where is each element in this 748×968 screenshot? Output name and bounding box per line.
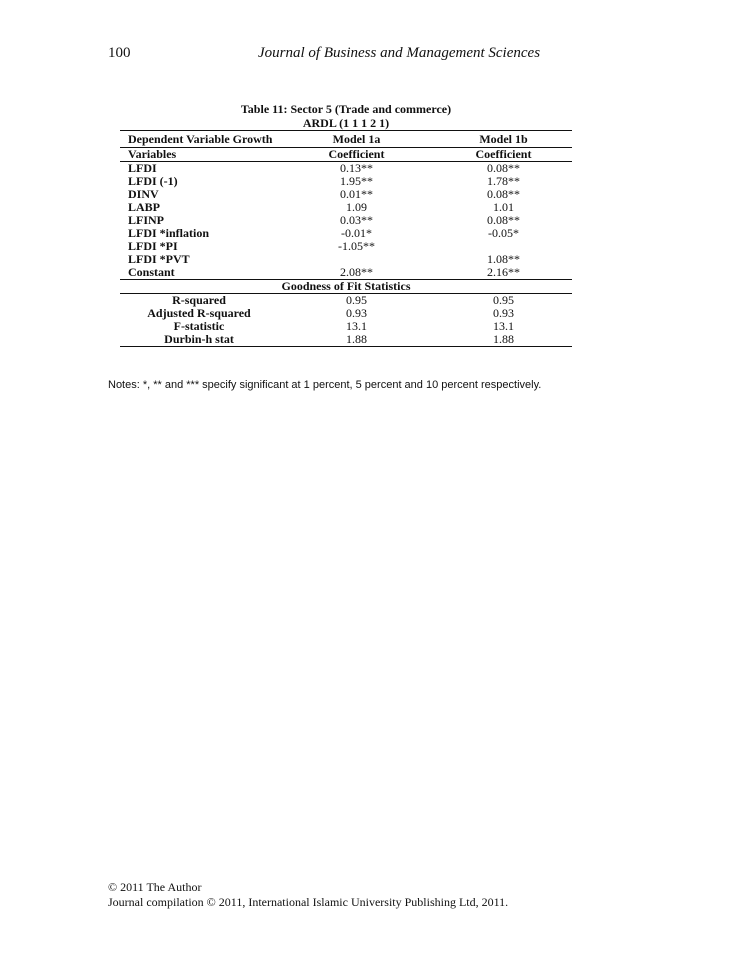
copyright-line: © 2011 The Author: [108, 880, 202, 894]
model-1a-statistic: 0.93: [346, 306, 367, 320]
model-1a-value: 0.03**: [340, 213, 373, 227]
table-subtitle: ARDL (1 1 1 2 1): [302, 116, 390, 130]
model-1b-statistic: 13.1: [493, 319, 514, 333]
variable-name: LABP: [128, 200, 161, 214]
variable-name: LFINP: [128, 213, 164, 227]
statistic-name: Durbin-h stat: [120, 333, 278, 347]
variables-label: Variables: [120, 148, 278, 162]
table-notes: Notes: *, ** and *** specify significant at 1 percent, 5 percent and 10 percent respectively.: [108, 379, 542, 391]
model-1a-value: 1.95**: [340, 174, 373, 188]
model-1a-value: 0.01**: [340, 187, 373, 201]
variable-name: Constant: [128, 265, 175, 279]
model-1b-value: 1.78**: [487, 174, 520, 188]
coefficient-row: [120, 162, 572, 176]
variables-header-row: [120, 148, 572, 162]
model-1b-value: 0.08**: [487, 161, 520, 175]
variable-name: LFDI *PI: [128, 239, 178, 253]
model-1a-value: 1.09: [346, 200, 367, 214]
coefficient-row: [120, 266, 572, 280]
model-1b-value: 1.01: [493, 200, 514, 214]
coefficient-label-1b: Coefficient: [427, 148, 572, 162]
variable-name: LFDI *PVT: [128, 252, 190, 266]
page-number: 100: [108, 45, 131, 61]
goodness-of-fit-title: Goodness of Fit Statistics: [120, 280, 572, 294]
model-1a-statistic: 13.1: [346, 319, 367, 333]
model-1a-statistic: 0.95: [346, 293, 367, 307]
model-1b-value: 2.16**: [487, 265, 520, 279]
results-table: [120, 130, 572, 347]
fit-statistic-row: [120, 294, 572, 308]
coefficient-label-1a: Coefficient: [278, 148, 427, 162]
statistic-name: R-squared: [172, 293, 226, 307]
model-1b-statistic: 1.88: [427, 333, 572, 347]
model-1a-value: -1.05**: [338, 239, 375, 253]
journal-title: Journal of Business and Management Sciences: [258, 45, 541, 61]
model-1b-value: 1.08**: [487, 252, 520, 266]
model-1a-header: Model 1a: [278, 131, 427, 148]
model-1b-value: 0.08**: [487, 187, 520, 201]
model-1b-value: 0.08**: [487, 213, 520, 227]
model-1a-statistic: 1.88: [278, 333, 427, 347]
model-1a-value: -0.01*: [341, 226, 372, 240]
model-1b-statistic: 0.93: [493, 306, 514, 320]
fit-statistic-row: [120, 333, 572, 347]
statistic-name: Adjusted R-squared: [147, 306, 251, 320]
variable-name: LFDI (-1): [128, 174, 178, 188]
journal-compilation-line: Journal compilation © 2011, International Islamic University Publishing Ltd, 2011.: [108, 895, 509, 909]
variable-name: DINV: [128, 187, 159, 201]
model-1a-value: 0.13**: [340, 161, 373, 175]
dependent-variable-label: Dependent Variable Growth: [120, 131, 278, 148]
goodness-of-fit-header-row: [120, 280, 572, 294]
model-1b-header: Model 1b: [427, 131, 572, 148]
statistic-name: F-statistic: [173, 319, 225, 333]
variable-name: LFDI *inflation: [128, 226, 210, 240]
model-1b-statistic: 0.95: [493, 293, 514, 307]
model-1a-value: 2.08**: [340, 265, 373, 279]
variable-name: LFDI: [128, 161, 157, 175]
header-row: [120, 131, 572, 148]
table-title: Table 11: Sector 5 (Trade and commerce): [240, 102, 452, 116]
model-1b-value: -0.05*: [488, 226, 519, 240]
